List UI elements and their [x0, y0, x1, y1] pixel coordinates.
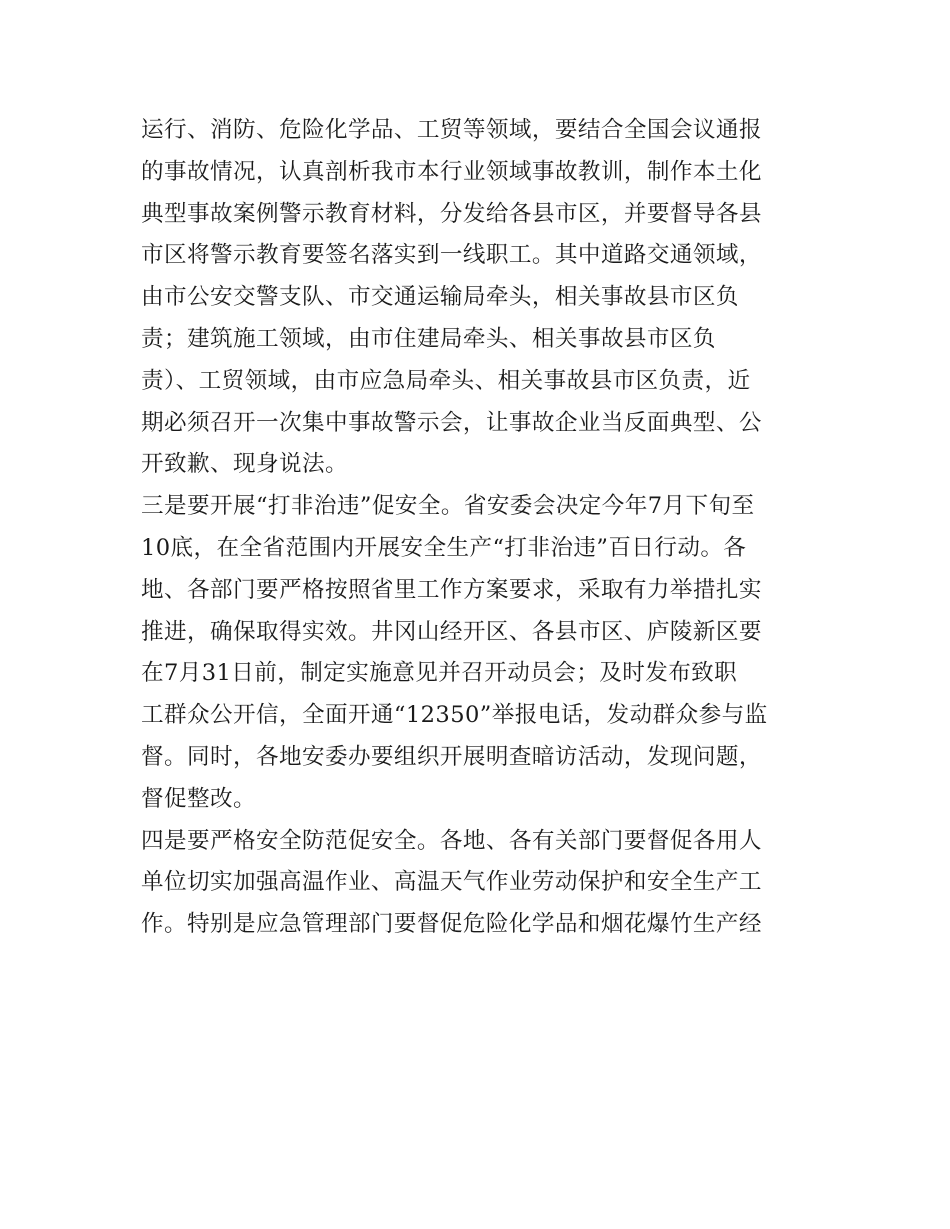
text-line: 市区将警示教育要签名落实到一线职工。其中道路交通领域，	[141, 242, 762, 269]
text-line: 三是要开展“打非治违”促安全。省安委会决定今年7月下旬至	[141, 493, 755, 520]
body-text	[141, 110, 821, 946]
text-line: 运行、消防、危险化学品、工贸等领域，要结合全国会议通报	[141, 117, 762, 143]
text-line: 单位切实加强高温作业、高温天气作业劳动保护和安全生产工	[141, 869, 762, 896]
text-line: 责；建筑施工领域，由市住建局牵头、相关事故县市区负	[141, 325, 716, 352]
text-line: 四是要严格安全防范促安全。各地、各有关部门要督促各用人	[141, 827, 762, 854]
text-line: 典型事故案例警示教育材料，分发给各县市区，并要督导各县	[141, 200, 762, 227]
text-line: 作。特别是应急管理部门要督促危险化学品和烟花爆竹生产经	[141, 911, 762, 938]
text-line: 开致歉、现身说法。	[141, 451, 348, 478]
text-line: 的事故情况，认真剖析我市本行业领域事故教训，制作本土化	[141, 158, 762, 185]
text-line: 推进，确保取得实效。井冈山经开区、各县市区、庐陵新区要	[141, 618, 762, 645]
text-line: 地、各部门要严格按照省里工作方案要求，采取有力举措扎实	[141, 576, 762, 603]
text-line: 督。同时，各地安委办要组织开展明查暗访活动，发现问题，	[141, 743, 762, 770]
text-line: 工群众公开信，全面开通“12350”举报电话，发动群众参与监	[141, 702, 768, 729]
text-line: 督促整改。	[141, 785, 256, 812]
text-line: 期必须召开一次集中事故警示会，让事故企业当反面典型、公	[141, 409, 762, 436]
text-line: 责）、工贸领域，由市应急局牵头、相关事故县市区负责，近	[141, 367, 751, 394]
text-line: 10底，在全省范围内开展安全生产“打非治违”百日行动。各	[141, 534, 747, 561]
text-line: 在7月31日前，制定实施意见并召开动员会；及时发布致职	[141, 660, 738, 687]
text-line: 由市公安交警支队、市交通运输局牵头，相关事故县市区负	[141, 284, 739, 311]
